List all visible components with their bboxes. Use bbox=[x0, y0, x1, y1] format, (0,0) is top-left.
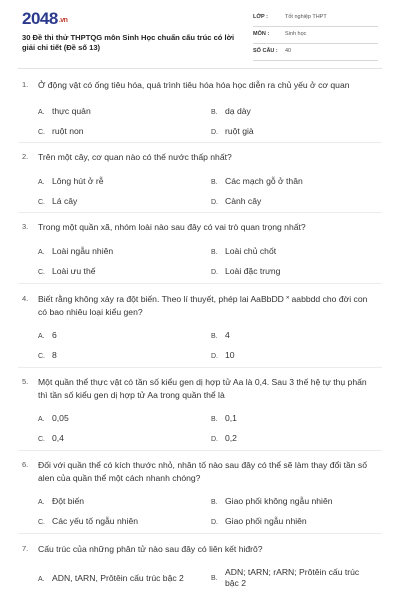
question-text: Cấu trúc của những phân tử nào sau đây có liên kết hiđrô? bbox=[38, 544, 263, 554]
option-text: Loài đặc trưng bbox=[225, 266, 281, 276]
question-divider bbox=[18, 533, 382, 534]
brand-logo[interactable] bbox=[22, 9, 67, 29]
meta-value: Sinh học bbox=[285, 31, 307, 37]
question-divider bbox=[18, 450, 382, 451]
option-text: Cành cây bbox=[225, 196, 262, 206]
option-a[interactable] bbox=[38, 496, 84, 508]
question-number: 5. bbox=[22, 377, 29, 386]
option-letter: A. bbox=[38, 108, 45, 116]
option-letter: B. bbox=[211, 108, 218, 116]
question-text: Ở động vật có ống tiêu hóa, quá trình tiêu hóa hóa học diễn ra chủ yếu ở cơ quan bbox=[38, 80, 350, 90]
option-a[interactable] bbox=[38, 330, 57, 342]
option-text: 4 bbox=[225, 330, 230, 340]
option-text: Loài chủ chốt bbox=[225, 246, 277, 256]
question-text: Trên một cây, cơ quan nào có thế nước thấp nhất? bbox=[38, 152, 232, 162]
option-b[interactable] bbox=[211, 246, 276, 258]
option-text: Đột biến bbox=[52, 496, 85, 506]
question-divider bbox=[18, 142, 382, 143]
option-text: ADN, tARN, Prôtêin cấu trúc bậc 2 bbox=[52, 573, 184, 583]
option-b[interactable] bbox=[211, 567, 375, 589]
option-text: 10 bbox=[225, 350, 235, 360]
option-text: 6 bbox=[52, 330, 57, 340]
option-letter: A. bbox=[38, 575, 45, 583]
option-c[interactable] bbox=[38, 516, 138, 528]
option-text: 0,2 bbox=[225, 433, 237, 443]
option-letter: C. bbox=[38, 518, 45, 526]
option-a[interactable] bbox=[38, 413, 69, 425]
option-text: 0,05 bbox=[52, 413, 69, 423]
option-d[interactable] bbox=[211, 266, 280, 278]
option-c[interactable] bbox=[38, 433, 64, 445]
option-c[interactable] bbox=[38, 350, 57, 362]
option-d[interactable] bbox=[211, 350, 235, 362]
question-number: 1. bbox=[22, 80, 29, 89]
option-letter: A. bbox=[38, 248, 45, 256]
option-d[interactable] bbox=[211, 126, 254, 138]
option-letter: D. bbox=[211, 128, 218, 136]
option-text: 8 bbox=[52, 350, 57, 360]
option-text: ADN; tARN; rARN; Prôtêin cấu trúc bậc 2 bbox=[225, 567, 360, 588]
option-letter: D. bbox=[211, 435, 218, 443]
option-letter: B. bbox=[211, 248, 218, 256]
header-divider bbox=[18, 68, 382, 69]
option-letter: B. bbox=[211, 332, 218, 340]
option-a[interactable] bbox=[38, 106, 91, 118]
question-divider bbox=[18, 212, 382, 213]
option-letter: B. bbox=[211, 178, 218, 186]
option-a[interactable] bbox=[38, 176, 104, 188]
option-d[interactable] bbox=[211, 433, 237, 445]
option-letter: A. bbox=[38, 498, 45, 506]
meta-key: MÔN : bbox=[253, 31, 270, 37]
option-letter: C. bbox=[38, 435, 45, 443]
option-text: dạ dày bbox=[225, 106, 251, 116]
option-text: Loài ưu thế bbox=[52, 266, 96, 276]
option-letter: C. bbox=[38, 352, 45, 360]
question-divider bbox=[18, 367, 382, 368]
option-letter: B. bbox=[211, 498, 218, 506]
meta-value: Tốt nghiệp THPT bbox=[285, 14, 327, 20]
option-a[interactable] bbox=[38, 573, 184, 585]
option-b[interactable] bbox=[211, 176, 303, 188]
option-text: Giao phối ngẫu nhiên bbox=[225, 516, 307, 526]
option-text: Loài ngẫu nhiên bbox=[52, 246, 114, 256]
meta-row-count bbox=[253, 45, 378, 61]
option-a[interactable] bbox=[38, 246, 113, 258]
option-letter: D. bbox=[211, 518, 218, 526]
brand-name: 2048 bbox=[22, 9, 58, 28]
option-c[interactable] bbox=[38, 126, 84, 138]
option-letter: C. bbox=[38, 198, 45, 206]
meta-key: LỚP : bbox=[253, 14, 268, 20]
option-letter: A. bbox=[38, 178, 45, 186]
option-text: Các mạch gỗ ở thân bbox=[225, 176, 303, 186]
exam-title: 30 Đề thi thử THPTQG môn Sinh Học chuẩn cấu trúc có lời giải chi tiết (Đề số 13) bbox=[22, 33, 235, 52]
option-text: 0,1 bbox=[225, 413, 237, 423]
question-text: Biết rằng không xảy ra đột biến. Theo lí thuyết, phép lai AaBbDD ˟ aabbdd cho đời con có bao nhiêu loại kiểu gen? bbox=[38, 294, 368, 317]
option-b[interactable] bbox=[211, 106, 251, 118]
meta-row-subject bbox=[253, 28, 378, 44]
question-number: 4. bbox=[22, 294, 29, 303]
brand-suffix: .vn bbox=[58, 17, 68, 24]
option-text: ruột non bbox=[52, 126, 84, 136]
option-b[interactable] bbox=[211, 496, 333, 508]
question-number: 2. bbox=[22, 152, 29, 161]
option-letter: A. bbox=[38, 415, 45, 423]
exam-meta bbox=[253, 11, 378, 62]
option-text: thực quản bbox=[52, 106, 91, 116]
option-b[interactable] bbox=[211, 330, 230, 342]
header bbox=[0, 0, 400, 68]
option-c[interactable] bbox=[38, 196, 77, 208]
question-number: 7. bbox=[22, 544, 29, 553]
option-d[interactable] bbox=[211, 516, 307, 528]
question-text: Đối với quần thể có kích thước nhỏ, nhân tố nào sau đây có thể sẽ làm thay đổi tần số alen của quần thể một cách nhanh chóng? bbox=[38, 460, 367, 483]
option-letter: B. bbox=[211, 415, 218, 423]
option-letter: C. bbox=[38, 128, 45, 136]
option-text: 0,4 bbox=[52, 433, 64, 443]
option-letter: C. bbox=[38, 268, 45, 276]
option-letter: A. bbox=[38, 332, 45, 340]
option-text: Giao phối không ngẫu nhiên bbox=[225, 496, 333, 506]
option-d[interactable] bbox=[211, 196, 261, 208]
option-letter: B. bbox=[211, 575, 218, 582]
option-text: ruột già bbox=[225, 126, 254, 136]
question-number: 3. bbox=[22, 222, 29, 231]
meta-value: 40 bbox=[285, 48, 292, 54]
meta-key: SỐ CÂU : bbox=[253, 48, 278, 54]
question-text: Một quần thể thực vật có tần số kiểu gen dị hợp tử Aa là 0,4. Sau 3 thế hệ tự thụ phấn thì tần số kiểu gen dị hợp tử Aa trong quần thể là bbox=[38, 377, 367, 400]
option-letter: D. bbox=[211, 268, 218, 276]
question-divider bbox=[18, 283, 382, 284]
option-text: Các yếu tố ngẫu nhiên bbox=[52, 516, 139, 526]
option-b[interactable] bbox=[211, 413, 237, 425]
question-number: 6. bbox=[22, 460, 29, 469]
option-text: Lá cây bbox=[52, 196, 78, 206]
option-letter: D. bbox=[211, 352, 218, 360]
option-letter: D. bbox=[211, 198, 218, 206]
question-text: Trong một quần xã, nhóm loài nào sau đây có vai trò quan trọng nhất? bbox=[38, 222, 306, 232]
meta-row-class bbox=[253, 11, 378, 27]
option-c[interactable] bbox=[38, 266, 96, 278]
option-text: Lông hút ở rễ bbox=[52, 176, 104, 186]
